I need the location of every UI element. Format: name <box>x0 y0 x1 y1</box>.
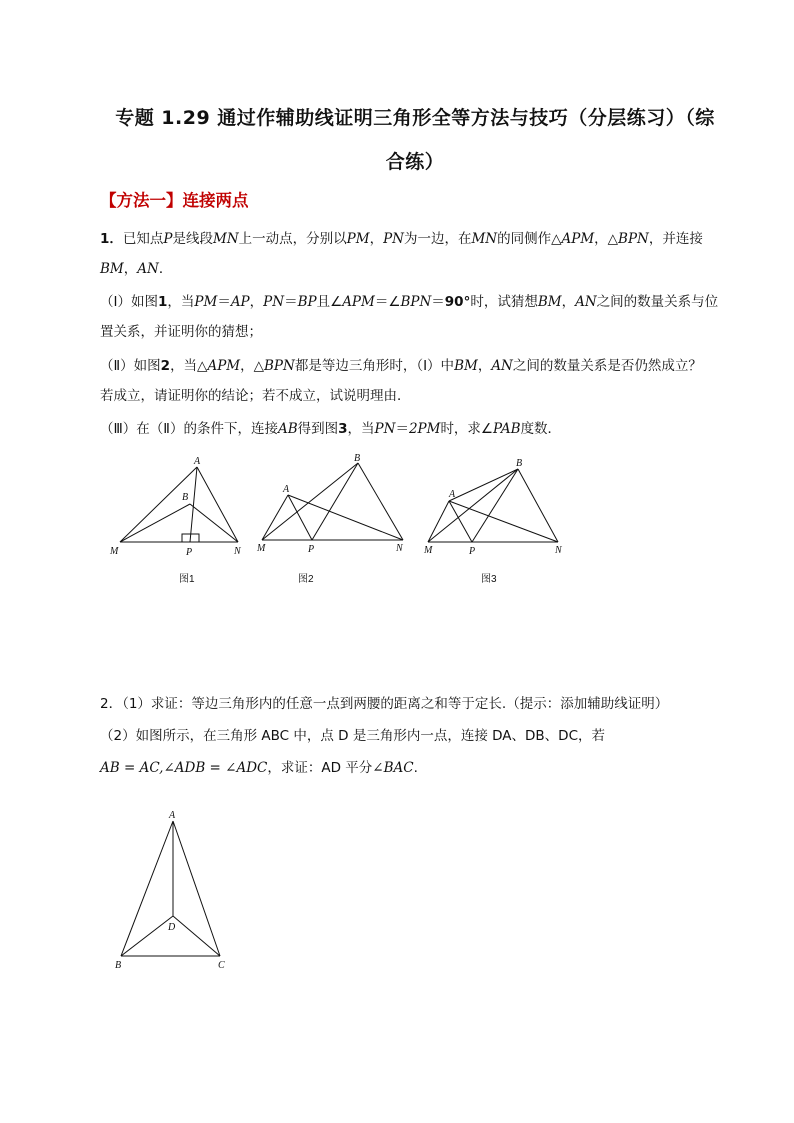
segment-ma <box>120 467 197 542</box>
math-var: AN <box>491 358 513 374</box>
label-a: A <box>449 489 456 500</box>
math-var: AN <box>137 261 159 277</box>
section-heading: 【方法一】连接两点 <box>100 191 249 210</box>
figure-1-caption: 图1 <box>179 574 195 585</box>
page-title <box>100 96 730 184</box>
q1-part-3 <box>100 419 720 439</box>
label-b: B <box>354 453 361 464</box>
math-var: PN <box>374 421 396 437</box>
q1-text: ， <box>123 261 138 277</box>
math-var: 2PM <box>408 421 441 437</box>
segment-bn <box>190 504 238 542</box>
segment-ap <box>288 495 312 540</box>
math-var: PM <box>194 294 218 310</box>
label-d: D <box>168 922 176 933</box>
math-var: BPN <box>618 231 649 247</box>
q1-text: 上一动点，分别以 <box>238 231 347 247</box>
label-m: M <box>424 545 433 556</box>
q1-text: 时，试猜想 <box>470 294 538 310</box>
q1-text: ，△ <box>240 358 264 374</box>
figure-ref: 1 <box>157 294 168 310</box>
math-var: APM <box>561 231 595 247</box>
math-var: APM <box>207 358 241 374</box>
q1-text: 为一边，在 <box>403 231 472 247</box>
math-var: MN <box>213 231 239 247</box>
q1-text: 的同侧作△ <box>497 231 562 247</box>
segment-ap <box>449 501 472 542</box>
label-m: M <box>110 546 119 557</box>
figure-q2 <box>108 806 238 976</box>
q2-part-2: （2）如图所示，在三角形 ABC 中，点 D 是三角形内一点，连接 DA、DB、DC，若 <box>100 728 605 744</box>
label-c: C <box>218 960 225 971</box>
q1-text: 度数． <box>520 421 562 437</box>
q1-text: 且∠ <box>316 294 343 310</box>
q2-part-1: 2．（1）求证：等边三角形内的任意一点到两腰的距离之和等于定长.（提示：添加辅助线证明） <box>100 696 669 712</box>
math-var: BM <box>537 294 562 310</box>
q1-part-2-line2: 若成立，请证明你的结论；若不成立，试说明理由． <box>100 388 411 404</box>
q1-text: ， <box>561 294 576 310</box>
math-var: BPN <box>264 358 295 374</box>
q1-text: 之间的数量关系是否仍然成立？ <box>512 358 702 374</box>
segment-an <box>288 495 403 540</box>
math-var: PN <box>263 294 285 310</box>
q1-text: ，并连接 <box>648 231 703 247</box>
q1-text: 已知点 <box>122 231 164 247</box>
label-p: P <box>308 544 315 555</box>
q1-stem-line2 <box>100 259 720 279</box>
segment-pb <box>312 463 358 540</box>
math-var: APM <box>342 294 375 310</box>
q1-text: （Ⅰ）如图 <box>100 294 158 310</box>
segment-ma <box>428 501 449 542</box>
q1-text: （Ⅱ）如图 <box>100 358 161 374</box>
segment-ma <box>262 495 288 540</box>
figure-2-caption: 图2 <box>298 574 314 585</box>
math-value: 90° <box>444 294 471 310</box>
q1-part-2 <box>100 356 720 376</box>
figure-ref: 3 <box>338 421 348 437</box>
label-p: P <box>469 546 476 557</box>
label-m: M <box>257 543 266 554</box>
math-var: BPN <box>400 294 432 310</box>
math-var: BM <box>100 261 124 277</box>
segment-an <box>197 467 238 542</box>
label-n: N <box>396 543 403 554</box>
math-var: AB <box>277 421 298 437</box>
math-var: MN <box>471 231 498 247</box>
q1-text: 是线段 <box>172 231 213 247</box>
segment-bn <box>518 469 558 542</box>
math-condition: AB = AC,∠ADB = ∠ADC <box>100 760 268 776</box>
q1-text: ＝ <box>217 294 231 310</box>
q1-number: 1． <box>100 231 123 247</box>
title-line-1: 专题 1.29 通过作辅助线证明三角形全等方法与技巧（分层练习）（综 <box>115 107 715 129</box>
q1-text: ， <box>477 358 492 374</box>
math-var: BP <box>297 294 317 310</box>
q1-stem <box>100 229 720 249</box>
label-p: P <box>186 547 193 558</box>
segment-mb <box>428 469 518 542</box>
math-var: P <box>163 231 173 247</box>
math-var: BM <box>454 358 478 374</box>
q1-text: ＝∠ <box>374 294 401 310</box>
q1-text: 得到图 <box>297 421 339 437</box>
q1-text: ，当△ <box>170 358 208 374</box>
label-a: A <box>283 484 290 495</box>
math-var: PAB <box>493 421 521 437</box>
segment-mb <box>120 504 190 542</box>
figure-3 <box>420 455 570 565</box>
q1-text: ，当 <box>167 294 195 310</box>
figure-ref: 2 <box>160 358 171 374</box>
q1-text: ＝ <box>395 421 409 437</box>
q1-text: （Ⅲ）在（Ⅱ）的条件下，连接 <box>100 421 278 437</box>
label-b: B <box>516 458 523 469</box>
segment-mb <box>262 463 358 540</box>
q1-part-1-line2: 置关系，并证明你的猜想； <box>100 324 262 340</box>
q1-text: ， <box>369 231 384 247</box>
label-b: B <box>115 960 122 971</box>
label-n: N <box>555 545 562 556</box>
q1-text: 之间的数量关系与位 <box>596 294 719 310</box>
figure-2 <box>250 450 420 560</box>
q2-condition <box>100 758 720 778</box>
segment-bn <box>358 463 403 540</box>
q1-text: ，△ <box>594 231 619 247</box>
math-var: PN <box>383 231 404 247</box>
math-var: AN <box>575 294 597 310</box>
label-n: N <box>234 546 241 557</box>
q1-text: ． <box>158 261 173 277</box>
segment-an <box>449 501 558 542</box>
label-a: A <box>169 810 176 821</box>
q1-text: 时，求∠ <box>440 421 494 437</box>
q1-text: 都是等边三角形时，（Ⅰ）中 <box>294 358 455 374</box>
q1-text: ＝ <box>431 294 445 310</box>
q2-text: ，求证：AD 平分 <box>267 760 373 776</box>
figure-1 <box>100 452 260 562</box>
q1-text: ＝ <box>284 294 298 310</box>
figure-3-caption: 图3 <box>481 574 497 585</box>
math-angle: ∠BAC <box>372 760 414 776</box>
q1-part-1 <box>100 292 720 312</box>
label-b: B <box>182 492 189 503</box>
title-line-2: 合练） <box>385 151 445 173</box>
q2-text: . <box>413 760 418 776</box>
label-a: A <box>194 456 201 467</box>
q1-text: ， <box>249 294 264 310</box>
math-var: PM <box>346 231 370 247</box>
q1-text: ，当 <box>347 421 375 437</box>
math-var: AP <box>230 294 250 310</box>
